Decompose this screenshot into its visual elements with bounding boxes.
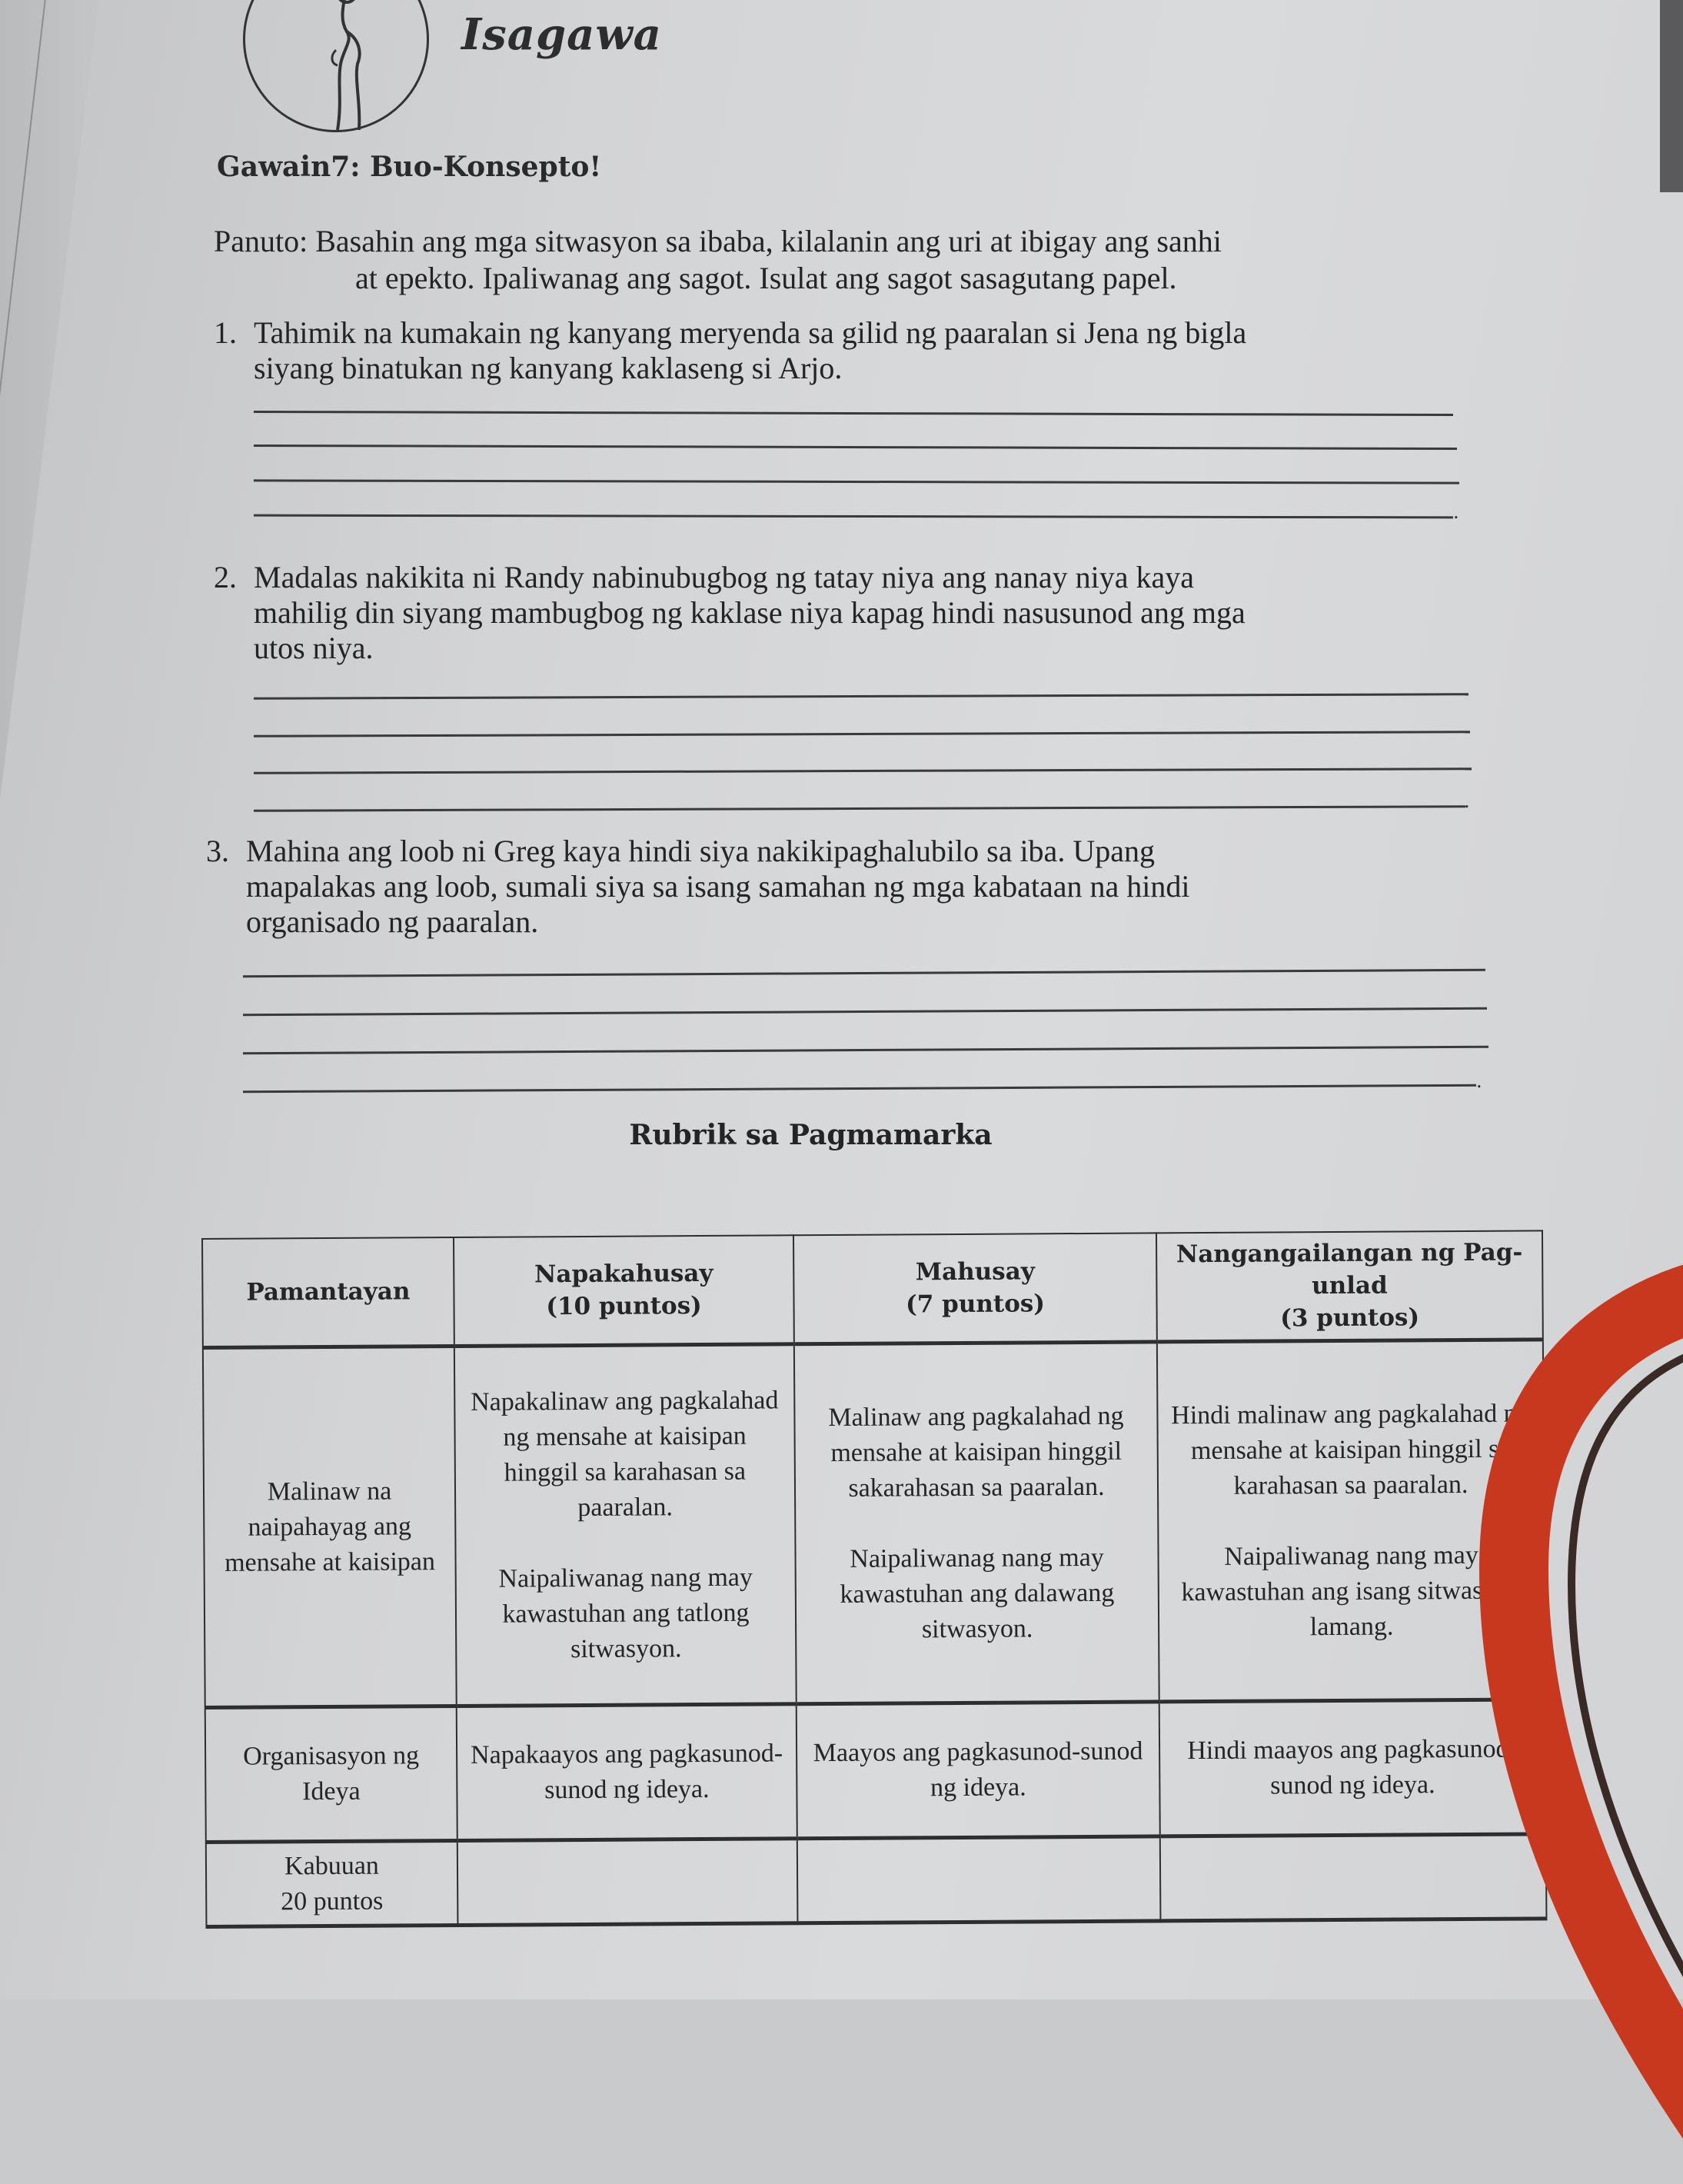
rubric-cell xyxy=(794,1342,1159,1704)
question-line: utos niya. xyxy=(254,631,374,665)
header-points: (7 puntos) xyxy=(905,1290,1046,1319)
question-2 xyxy=(214,560,1490,666)
header-excellent xyxy=(454,1235,794,1346)
rubric-cell xyxy=(454,1344,797,1706)
rubric-cell xyxy=(797,1702,1160,1839)
question-number: 3. xyxy=(206,834,229,868)
rubric-header-row xyxy=(202,1230,1543,1347)
question-number: 1. xyxy=(214,315,237,350)
header-good xyxy=(793,1233,1157,1343)
header-label: Napakahusay xyxy=(534,1259,713,1289)
cell-text: Malinaw ang pagkalahad ng mensahe at kaisipan hinggil sakarahasan sa paaralan. xyxy=(828,1401,1124,1503)
header-points: (10 puntos) xyxy=(546,1292,702,1321)
question-line: organisado ng paaralan. xyxy=(246,904,539,939)
cell-text: Naipaliwanag nang may kawastuhan ang dalawang sitwasyon. xyxy=(840,1543,1115,1643)
period-mark: . xyxy=(1476,1070,1482,1092)
rubric-cell xyxy=(457,1704,797,1841)
hand-holding-globe-icon xyxy=(243,0,429,132)
cell-text: Naipaliwanag nang may kawastuhan ang isang sitwasyon lamang. xyxy=(1181,1540,1522,1641)
rubric-row-clarity xyxy=(203,1340,1545,1708)
period-mark: . xyxy=(1464,791,1470,812)
rubric-row-organization xyxy=(205,1700,1546,1843)
orange-cord xyxy=(1422,1261,1683,2184)
total-points: 20 puntos xyxy=(281,1886,384,1916)
question-number: 2. xyxy=(214,560,237,594)
header-label: Pamantayan xyxy=(246,1277,411,1307)
cell-text: Naipaliwanag nang may kawastuhan ang tatlong sitwasyon. xyxy=(498,1563,753,1663)
score-cell[interactable] xyxy=(457,1839,798,1926)
question-line: siyang binatukan ng kanyang kaklaseng si Arjo. xyxy=(254,351,843,385)
score-cell[interactable] xyxy=(797,1836,1161,1923)
question-line: mapalakas ang loob, sumali siya sa isang samahan ng mga kabataan na hindi xyxy=(246,869,1190,904)
question-line: Madalas nakikita ni Randy nabinubugbog ng tatay niya ang nanay niya kaya xyxy=(254,560,1195,594)
cell-text: Napakalinaw ang pagkalahad ng mensahe at kaisipan hinggil sa karahasan sa paaralan. xyxy=(471,1385,779,1522)
header-criterion xyxy=(202,1237,454,1347)
criterion-cell xyxy=(203,1346,457,1707)
cell-text: Maayos ang pagkasunod-sunod ng ideya. xyxy=(813,1736,1143,1803)
rubric-table xyxy=(201,1230,1547,1929)
criterion-cell xyxy=(205,1706,457,1842)
criterion-text: Malinaw na naipahayag ang mensahe at kaisipan xyxy=(225,1476,436,1577)
cell-text: Hindi malinaw ang pagkalahad ng mensahe at kaisipan hinggil sa karahasan sa paaralan. xyxy=(1171,1398,1530,1500)
section-title: Isagawa xyxy=(461,9,662,60)
header-label: Nangangailangan ng Pag-unlad xyxy=(1176,1238,1523,1300)
period-mark: . xyxy=(1453,501,1459,523)
rubric-title-text: Rubrik sa Pagmamarka xyxy=(629,1119,993,1151)
question-3 xyxy=(206,834,1498,940)
total-cell xyxy=(206,1840,458,1926)
question-line: Mahina ang loob ni Greg kaya hindi siya nakikipaghalubilo sa iba. Upang xyxy=(246,834,1155,868)
question-line: mahilig din siyang mambugbog ng kaklase niya kapag hindi nasusunod ang mga xyxy=(254,595,1246,630)
question-line: Tahimik na kumakain ng kanyang meryenda sa gilid ng paaralan si Jena ng bigla xyxy=(254,315,1247,350)
question-1 xyxy=(214,315,1475,386)
background-edge xyxy=(1660,0,1683,192)
total-label: Kabuuan xyxy=(284,1851,379,1880)
instructions-line-1: Panuto: Basahin ang mga sitwasyon sa ibaba, kilalanin ang uri at ibigay ang sanhi xyxy=(214,224,1222,258)
cell-text: Napakaayos ang pagkasunod-sunod ng ideya. xyxy=(471,1739,783,1805)
header-points: (3 puntos) xyxy=(1280,1303,1420,1333)
activity-title: Gawain7: Buo-Konsepto! xyxy=(217,151,602,183)
cell-text: Hindi maayos ang pagkasunod-sunod ng ideya. xyxy=(1187,1734,1518,1800)
rubric-row-total xyxy=(206,1834,1547,1927)
instructions xyxy=(214,223,1475,297)
rubric-title xyxy=(0,1119,1683,1151)
header-label: Mahusay xyxy=(915,1257,1035,1287)
instructions-line-2: at epekto. Ipaliwanag ang sagot. Isulat ang sagot sasagutang papel. xyxy=(355,261,1177,295)
criterion-text: Organisasyon ng Ideya xyxy=(243,1741,420,1806)
